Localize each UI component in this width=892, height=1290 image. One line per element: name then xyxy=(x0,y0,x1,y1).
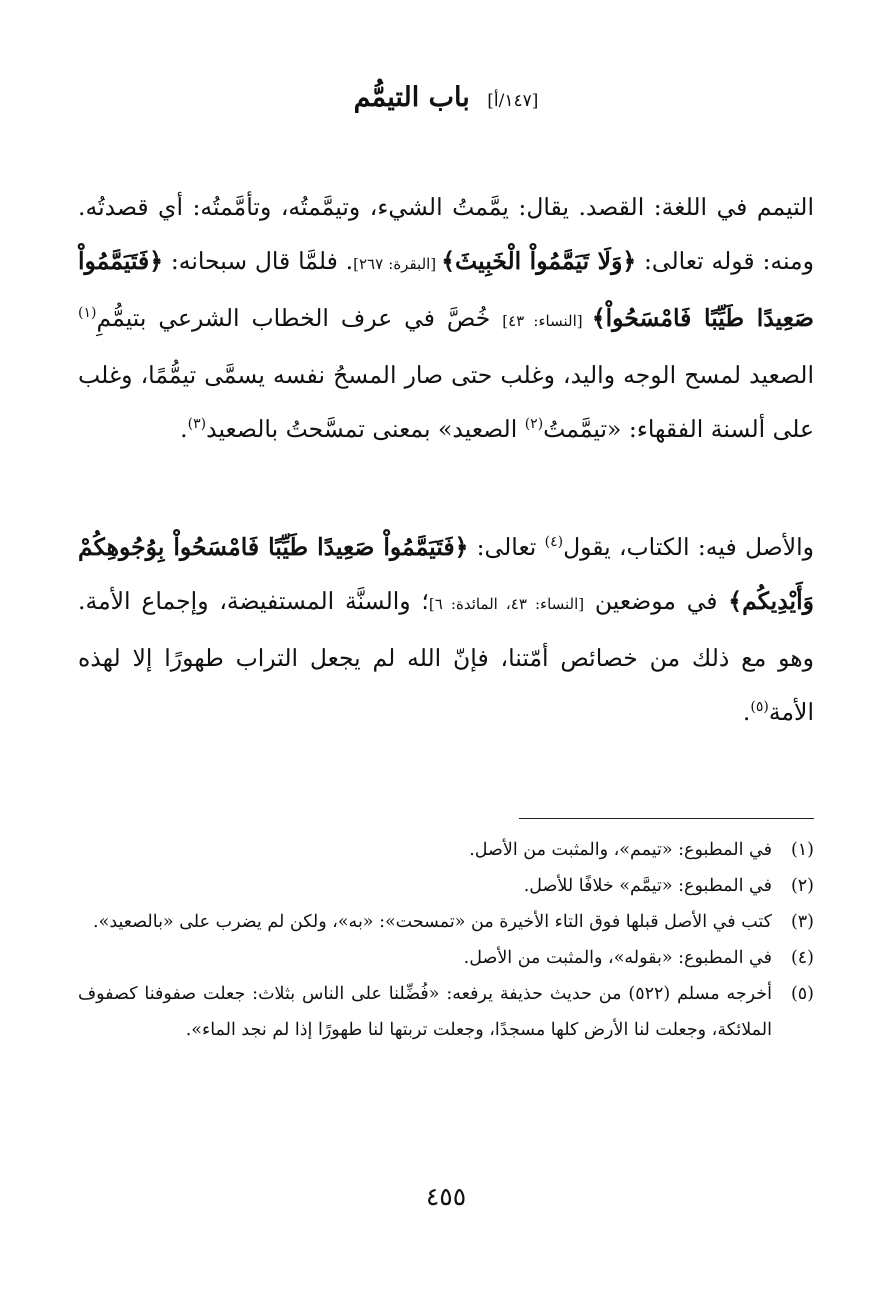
verse-reference: [النساء: ٤٣، المائدة: ٦] xyxy=(428,595,585,613)
footnote-text: في المطبوع: «بقوله»، والمثبت من الأصل. xyxy=(463,948,772,968)
verse-reference: [البقرة: ٢٦٧] xyxy=(353,255,442,273)
text-segment: الصعيد» بمعنى تمسَّحتُ بالصعيد xyxy=(206,415,525,443)
page-number: ٤٥٥ xyxy=(425,1182,467,1211)
footnote-text: في المطبوع: «تيمم»، والمثبت من الأصل. xyxy=(469,840,772,860)
verse-reference: [النساء: ٤٣] xyxy=(502,312,592,330)
footnote-number: (٤) xyxy=(790,948,814,968)
footnote-separator xyxy=(519,818,814,819)
footnote-number: (٣) xyxy=(790,912,814,932)
quran-verse: ﴿فَتَيَمَّمُواْ صَعِيدًا طَيِّبًا فَامْسَحُواْ﴾ xyxy=(78,247,814,332)
text-segment: التيمم في اللغة: القصد. يقال: يمَّمتُ الشيء، وتيمَّمتُه، وتأمَّمتُه: أي قصدتُه. ومنه: قوله تعالى: xyxy=(78,193,814,275)
footnote-marker[interactable]: (٢) xyxy=(524,416,544,433)
text-segment: . فلمَّا قال سبحانه: xyxy=(163,247,354,275)
footnote-item xyxy=(78,868,814,904)
footnote-item xyxy=(78,976,814,1048)
footnote-item xyxy=(78,832,814,868)
text-segment: في موضعين xyxy=(584,587,729,615)
footnote-item xyxy=(78,904,814,940)
footnote-marker[interactable]: (٣) xyxy=(187,416,207,433)
footnote-marker[interactable]: (٥) xyxy=(750,699,769,716)
footnote-number: (١) xyxy=(790,840,814,860)
text-segment: تعالى: xyxy=(468,533,545,561)
paragraph-evidence xyxy=(78,520,814,739)
manuscript-folio-ref: [١٤٧/أ] xyxy=(487,91,539,111)
footnotes xyxy=(78,832,814,1048)
chapter-heading xyxy=(0,82,892,113)
footnote-text: كتب في الأصل قبلها فوق التاء الأخيرة من «تمسحت»: «به»، ولكن لم يضرب على «بالصعيد». xyxy=(93,912,772,932)
footnote-text: في المطبوع: «تيمَّم» خلافًا للأصل. xyxy=(523,876,772,896)
footnote-marker[interactable]: (١) xyxy=(78,305,97,322)
paragraph-definition xyxy=(78,180,814,456)
footnote-number: (٥) xyxy=(790,984,814,1004)
text-segment: . xyxy=(742,698,751,726)
footnote-number: (٢) xyxy=(790,876,814,896)
quran-verse: ﴿وَلَا تَيَمَّمُواْ الْخَبِيثَ﴾ xyxy=(441,247,637,275)
footnote-item xyxy=(78,940,814,976)
text-segment: الصعيد لمسح الوجه واليد، وغلب حتى صار المسحُ نفسه يسمَّى تيمُّمًا، وغلب على ألسنة الفقهاء: «تيمَّمتُ xyxy=(78,361,814,443)
text-segment: . xyxy=(180,415,188,443)
text-segment: خُصَّ في عرف الخطاب الشرعي بتيمُّمِ xyxy=(96,304,503,332)
quran-verse: ﴿فَتَيَمَّمُواْ صَعِيدًا طَيِّبًا فَامْسَحُواْ بِوُجُوهِكُمْ وَأَيْدِيكُم﴾ xyxy=(78,533,814,615)
footnote-marker[interactable]: (٤) xyxy=(544,534,564,551)
chapter-title: باب التيمُّم xyxy=(353,82,470,113)
footnote-text: أخرجه مسلم (٥٢٢) من حديث حذيفة يرفعه: «فُضِّلنا على الناس بثلاث: جعلت صفوفنا كصفوف الملائكة، وجعلت لنا الأرض كلها مسجدًا، وجعلت تربتها لنا طهورًا إذا لم نجد الماء». xyxy=(78,984,772,1040)
text-segment: ؛ والسنَّة المستفيضة، وإجماع الأمة. وهو مع ذلك من خصائص أمّتنا، فإنّ الله لم يجعل التراب طهورًا إلا لهذه الأمة xyxy=(78,587,814,726)
text-segment: والأصل فيه: الكتاب، يقول xyxy=(563,533,814,561)
